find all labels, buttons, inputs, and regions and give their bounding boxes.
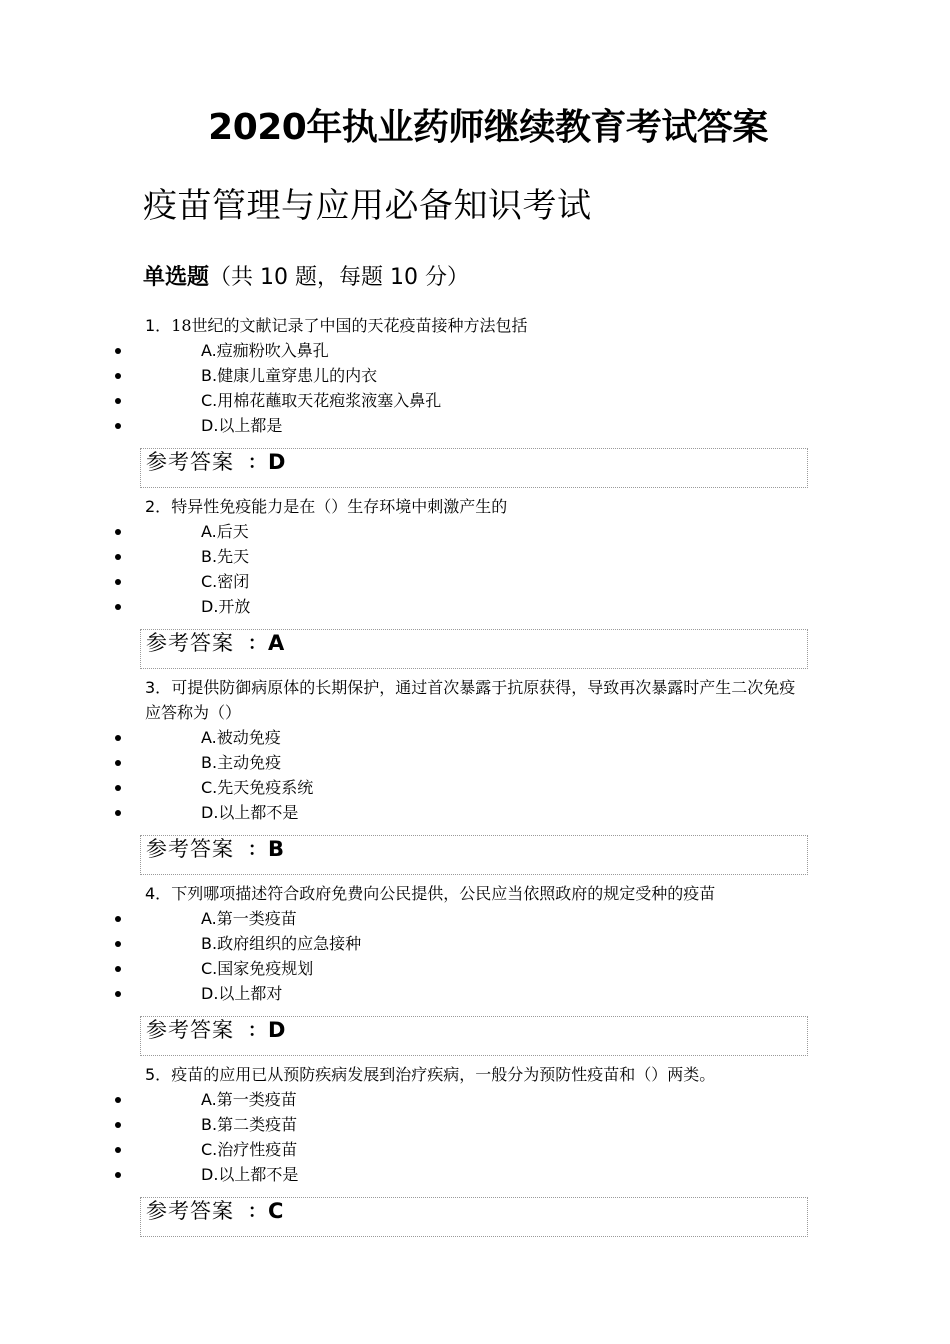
question-number: 1． [145, 316, 172, 335]
question-item [0, 881, 950, 1056]
bullet-icon [115, 760, 121, 766]
question-list [0, 313, 950, 1243]
section-type-label: 单选题 [143, 265, 210, 290]
option-text: 以上都对 [218, 984, 283, 1003]
option-list [0, 906, 950, 1006]
option-content [201, 569, 249, 594]
option-list [0, 1087, 950, 1187]
option-text: 第一类疫苗 [216, 1090, 297, 1109]
option-item [0, 1087, 950, 1112]
question-stem [145, 881, 810, 906]
bullet-icon [115, 604, 121, 610]
option-letter: D. [201, 597, 219, 616]
option-letter: D. [201, 416, 219, 435]
option-text: 被动免疫 [216, 728, 281, 747]
exam-title: 疫苗管理与应用必备知识考试 [143, 186, 592, 226]
bullet-icon [115, 735, 121, 741]
bullet-icon [115, 941, 121, 947]
option-item [0, 1162, 950, 1187]
answer-colon: ： [248, 452, 266, 473]
option-content [201, 931, 361, 956]
answer-label: 参考答案 [146, 1018, 234, 1042]
option-letter: B. [201, 366, 218, 385]
bullet-icon [115, 529, 121, 535]
answer-value: C [268, 1199, 284, 1223]
bullet-icon [115, 554, 121, 560]
option-content [201, 388, 441, 413]
question-stem [145, 1062, 810, 1087]
bullet-icon [115, 1122, 121, 1128]
option-text: 以上都是 [218, 416, 283, 435]
option-letter: C. [201, 778, 218, 797]
option-text: 先天免疫系统 [217, 778, 314, 797]
option-text: 先天 [217, 547, 250, 566]
option-content [201, 1087, 297, 1112]
option-item [0, 594, 950, 619]
answer-label: 参考答案 [146, 1199, 234, 1223]
option-item [0, 775, 950, 800]
option-item [0, 800, 950, 825]
document-title: 2020年执业药师继续教育考试答案 [208, 107, 768, 148]
answer-colon: ： [248, 1020, 266, 1041]
answer-colon: ： [248, 1201, 266, 1222]
bullet-icon [115, 1147, 121, 1153]
answer-label: 参考答案 [146, 837, 234, 861]
option-content [201, 519, 249, 544]
option-text: 第二类疫苗 [217, 1115, 298, 1134]
option-item [0, 1112, 950, 1137]
option-item [0, 388, 950, 413]
option-content [201, 363, 377, 388]
bullet-icon [115, 423, 121, 429]
option-letter: A. [201, 728, 217, 747]
option-content [201, 544, 249, 569]
option-content [201, 1162, 298, 1187]
question-text: 疫苗的应用已从预防疾病发展到治疗疾病，一般分为预防性疫苗和（）两类。 [171, 1065, 716, 1084]
option-text: 政府组织的应急接种 [217, 934, 362, 953]
option-item [0, 750, 950, 775]
option-content [201, 594, 250, 619]
question-text: 特异性免疫能力是在（）生存环境中刺激产生的 [171, 497, 508, 516]
option-letter: B. [201, 934, 218, 953]
option-list [0, 725, 950, 825]
answer-box [140, 1197, 808, 1237]
answer-colon: ： [248, 839, 266, 860]
option-item [0, 931, 950, 956]
bullet-icon [115, 579, 121, 585]
bullet-icon [115, 1172, 121, 1178]
option-item [0, 363, 950, 388]
question-item [0, 494, 950, 669]
answer-colon: ： [248, 633, 266, 654]
question-item [0, 1062, 950, 1237]
question-text: 18世纪的文献记录了中国的天花疫苗接种方法包括 [171, 316, 528, 335]
answer-value: A [268, 631, 285, 655]
option-content [201, 338, 329, 363]
option-content [201, 750, 281, 775]
question-stem [145, 313, 810, 338]
option-item [0, 956, 950, 981]
bullet-icon [115, 991, 121, 997]
option-content [201, 956, 313, 981]
option-text: 后天 [216, 522, 249, 541]
option-letter: D. [201, 984, 219, 1003]
option-item [0, 544, 950, 569]
question-item [0, 313, 950, 488]
option-content [201, 413, 282, 438]
option-letter: C. [201, 572, 218, 591]
answer-box [140, 1016, 808, 1056]
option-text: 用棉花蘸取天花疱浆液塞入鼻孔 [217, 391, 442, 410]
option-letter: C. [201, 391, 218, 410]
option-item [0, 1137, 950, 1162]
bullet-icon [115, 398, 121, 404]
option-item [0, 338, 950, 363]
bullet-icon [115, 1097, 121, 1103]
option-text: 以上都不是 [218, 1165, 299, 1184]
option-item [0, 569, 950, 594]
option-item [0, 906, 950, 931]
option-list [0, 519, 950, 619]
answer-box [140, 835, 808, 875]
bullet-icon [115, 348, 121, 354]
question-stem [145, 675, 810, 725]
question-number: 5． [145, 1065, 172, 1084]
option-letter: A. [201, 1090, 217, 1109]
answer-value: D [268, 450, 286, 474]
option-text: 以上都不是 [218, 803, 299, 822]
option-content [201, 1137, 297, 1162]
option-text: 健康儿童穿患儿的内衣 [217, 366, 378, 385]
option-content [201, 1112, 297, 1137]
option-item [0, 981, 950, 1006]
option-letter: C. [201, 959, 218, 978]
option-letter: B. [201, 547, 218, 566]
option-letter: C. [201, 1140, 218, 1159]
answer-value: B [268, 837, 285, 861]
option-letter: A. [201, 909, 217, 928]
question-item [0, 675, 950, 875]
option-letter: B. [201, 753, 218, 772]
option-item [0, 519, 950, 544]
bullet-icon [115, 966, 121, 972]
option-letter: A. [201, 522, 217, 541]
answer-value: D [268, 1018, 286, 1042]
bullet-icon [115, 810, 121, 816]
option-item [0, 413, 950, 438]
question-stem [145, 494, 810, 519]
question-text: 下列哪项描述符合政府免费向公民提供，公民应当依照政府的规定受种的疫苗 [171, 884, 716, 903]
question-number: 4． [145, 884, 172, 903]
section-heading [143, 262, 469, 294]
option-letter: D. [201, 1165, 219, 1184]
option-text: 第一类疫苗 [216, 909, 297, 928]
bullet-icon [115, 373, 121, 379]
option-content [201, 725, 281, 750]
section-detail: （共 10 题，每题 10 分） [209, 265, 469, 290]
option-letter: D. [201, 803, 219, 822]
option-letter: B. [201, 1115, 218, 1134]
answer-label: 参考答案 [146, 631, 234, 655]
option-text: 国家免疫规划 [217, 959, 314, 978]
option-text: 痘痂粉吹入鼻孔 [216, 341, 329, 360]
question-text: 可提供防御病原体的长期保护，通过首次暴露于抗原获得，导致再次暴露时产生二次免疫应答称为（） [145, 678, 796, 722]
bullet-icon [115, 916, 121, 922]
option-text: 密闭 [217, 572, 250, 591]
bullet-icon [115, 785, 121, 791]
question-number: 2． [145, 497, 172, 516]
option-content [201, 981, 282, 1006]
answer-box [140, 629, 808, 669]
option-content [201, 775, 313, 800]
option-text: 开放 [218, 597, 251, 616]
option-item [0, 725, 950, 750]
option-content [201, 800, 298, 825]
answer-box [140, 448, 808, 488]
option-list [0, 338, 950, 438]
option-letter: A. [201, 341, 217, 360]
answer-label: 参考答案 [146, 450, 234, 474]
question-number: 3． [145, 678, 172, 697]
option-text: 主动免疫 [217, 753, 282, 772]
option-text: 治疗性疫苗 [217, 1140, 298, 1159]
option-content [201, 906, 297, 931]
